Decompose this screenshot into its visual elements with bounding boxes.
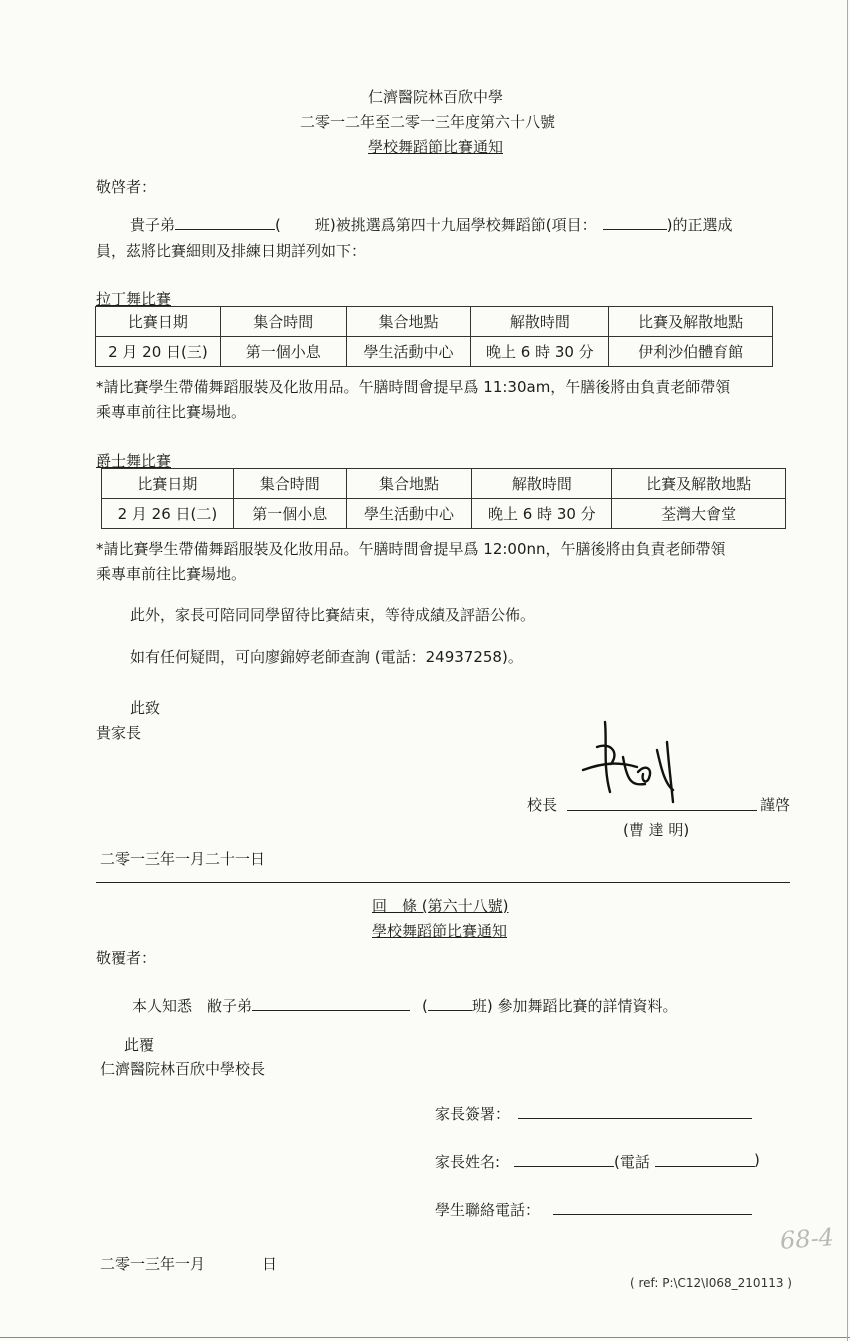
intro-line-1	[130, 214, 732, 235]
header-cell: 集合時間	[233, 469, 346, 499]
latin-note-line-1: *請比賽學生帶備舞蹈服裝及化妝用品。午膳時間會提早爲 11:30am，午膳後將由負責老師帶領	[96, 378, 731, 396]
parent-signature-label: 家長簽署：	[435, 1105, 511, 1123]
recipient-parents: 貴家長	[96, 724, 142, 742]
reply-acknowledge-line	[132, 995, 678, 1016]
parent-signature-line	[518, 1118, 752, 1119]
notice-date: 二零一三年一月二十一日	[100, 850, 266, 868]
parent-phone-close: )	[754, 1151, 760, 1169]
intro-line-2: 員，茲將比賽細則及排練日期詳列如下：	[96, 242, 367, 260]
principal-signature	[575, 712, 695, 812]
student-phone-label: 學生聯絡電話：	[435, 1201, 541, 1219]
item-blank	[603, 215, 667, 230]
header-cell: 比賽日期	[102, 469, 234, 499]
notice-title: 學校舞蹈節比賽通知	[368, 138, 504, 156]
jazz-note-line-1: *請比賽學生帶備舞蹈服裝及化妝用品。午膳時間會提早爲 12:00nn，午膳後將由負責老師帶領	[96, 540, 726, 558]
header-cell: 集合地點	[346, 469, 472, 499]
reply-student-blank	[252, 996, 410, 1011]
header-cell: 集合地點	[346, 307, 471, 337]
intro-text-c: 班)被挑選爲第四十九屆學校舞蹈節(項目：	[314, 216, 597, 234]
header-cell: 解散時間	[471, 307, 609, 337]
intro-text-b: (	[275, 216, 281, 234]
header-cell: 比賽及解散地點	[612, 469, 786, 499]
cell-venue: 伊利沙伯體育館	[609, 337, 773, 367]
ci-zhi: 此致	[130, 699, 161, 717]
table-header-row	[102, 469, 786, 499]
school-name: 仁濟醫院林百欣中學	[368, 88, 504, 106]
reply-title: 回 條 (第六十八號)	[372, 897, 509, 915]
header-cell: 集合時間	[220, 307, 346, 337]
header-cell: 比賽及解散地點	[609, 307, 773, 337]
notice-number: 二零一二年至二零一三年度第六十八號	[300, 113, 556, 131]
latin-note-line-2: 乘專車前往比賽場地。	[96, 403, 247, 421]
cell-assembly-place: 學生活動中心	[346, 337, 471, 367]
pencil-annotation: 68-4	[779, 1223, 835, 1255]
scan-bottom-edge	[0, 1337, 850, 1338]
jazz-schedule-table	[101, 468, 786, 529]
parent-phone-label: (電話	[614, 1153, 650, 1171]
header-cell: 比賽日期	[96, 307, 221, 337]
table-row	[96, 337, 773, 367]
reply-ci-fu: 此覆	[124, 1036, 155, 1054]
reply-recipient: 仁濟醫院林百欣中學校長	[100, 1060, 266, 1078]
student-phone-line	[553, 1214, 752, 1215]
reference-code: ( ref: P:\C12\I068_210113 )	[630, 1276, 792, 1290]
reply-salutation: 敬覆者：	[96, 949, 157, 967]
header-cell: 解散時間	[472, 469, 612, 499]
latin-heading: 拉丁舞比賽	[96, 290, 172, 308]
reply-class-blank	[428, 996, 472, 1011]
latin-schedule-table	[95, 306, 773, 367]
cell-date: 2 月 20 日(三)	[96, 337, 221, 367]
table-row	[102, 499, 786, 529]
reply-date: 二零一三年一月	[100, 1255, 206, 1273]
student-name-blank	[175, 215, 275, 230]
tear-off-divider	[96, 882, 790, 883]
cell-assembly-time: 第一個小息	[233, 499, 346, 529]
cell-assembly-place: 學生活動中心	[346, 499, 472, 529]
cell-venue: 荃灣大會堂	[612, 499, 786, 529]
parent-name-label: 家長姓名:	[435, 1153, 501, 1171]
parent-name-line	[514, 1166, 614, 1167]
reply-subtitle: 學校舞蹈節比賽通知	[372, 922, 508, 940]
jazz-heading: 爵士舞比賽	[96, 452, 172, 470]
reply-text-c: 班) 參加舞蹈比賽的詳情資料。	[471, 997, 678, 1015]
scan-right-edge	[847, 0, 848, 1341]
jin-qi: 謹啓	[760, 796, 791, 814]
parent-phone-line	[655, 1166, 755, 1167]
jazz-note-line-2: 乘專車前往比賽場地。	[96, 565, 247, 583]
table-header-row	[96, 307, 773, 337]
parents-paragraph: 此外，家長可陪同同學留待比賽結束，等待成績及評語公佈。	[130, 606, 536, 624]
reply-date-day: 日	[262, 1255, 278, 1273]
enquiry-paragraph: 如有任何疑問，可向廖錦婷老師查詢 (電話：24937258)。	[130, 648, 523, 666]
reply-text-b: (	[422, 997, 428, 1015]
cell-dismissal-time: 晚上 6 時 30 分	[471, 337, 609, 367]
principal-label: 校長	[527, 796, 558, 814]
principal-name: (曹 達 明)	[623, 821, 690, 839]
cell-assembly-time: 第一個小息	[220, 337, 346, 367]
reply-text-a: 本人知悉 敝子弟	[132, 997, 253, 1015]
intro-text-d: )的正選成	[666, 216, 733, 234]
cell-date: 2 月 26 日(二)	[102, 499, 234, 529]
cell-dismissal-time: 晚上 6 時 30 分	[472, 499, 612, 529]
salutation: 敬啓者：	[96, 178, 157, 196]
intro-text-a: 貴子弟	[130, 216, 176, 234]
principal-signature-line	[567, 810, 757, 811]
